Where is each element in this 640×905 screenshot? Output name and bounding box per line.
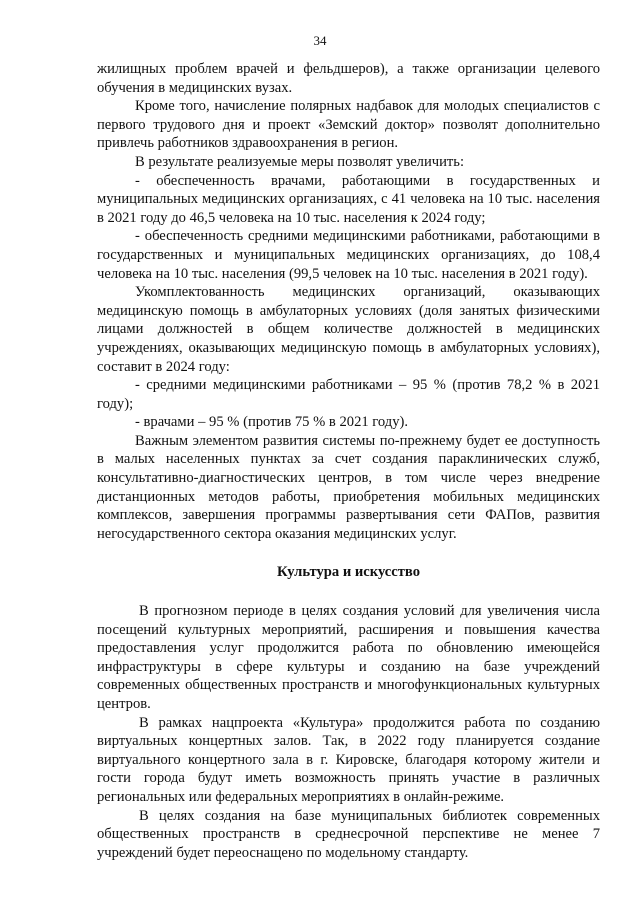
paragraph: В результате реализуемые меры позволят увеличить:	[135, 153, 465, 170]
list-item: - обеспеченность средними медицинскими работниками, работающими в государственных и муниципальных медицинских организациях, до 108,4 человека на 10 тыс. населения (99,5 человек на 10 тыс. населения в 2021 году).	[97, 228, 600, 282]
paragraph-continuation: жилищных проблем врачей и фельдшеров), а также организации целевого обучения в медицинских вузах.	[97, 61, 600, 96]
list-item: - врачами – 95 % (против 75 % в 2021 году).	[135, 414, 409, 431]
paragraph: В рамках нацпроекта «Культура» продолжится работа по созданию виртуальных концертных залов. Так, в 2022 году планируется создание виртуального концертного зала в г. Кировске, благодаря которому жители и гости города будут иметь возможность принять участие в различных региональных или федеральных мероприятиях в онлайн-режиме.	[97, 714, 600, 805]
paragraph: В прогнозном периоде в целях создания условий для увеличения числа посещений культурных мероприятий, расширения и повышения качества предоставления услуг продолжится работа по обновлению имеющейся инфраструктуры в сфере культуры и созданию на базе учреждений современных общественных пространств и многофункциональных культурных центров.	[97, 603, 600, 712]
page-number: 34	[313, 33, 327, 48]
section-heading: Культура и искусство	[276, 564, 421, 581]
list-item: - средними медицинскими работниками – 95 % (против 78,2 % в 2021 году);	[97, 377, 600, 412]
paragraph: В целях создания на базе муниципальных библиотек современных общественных пространств в среднесрочной перспективе не менее 7 учреждений будет переоснащено по модельному стандарту.	[97, 807, 600, 861]
section-culture	[97, 602, 600, 862]
paragraph: Укомплектованность медицинских организаций, оказывающих медицинскую помощь в амбулаторных условиях (доля занятых физическими лицами должностей в общем количестве должностей в медицинских учреждениях, оказывающих медицинскую помощь в амбулаторных условиях), составит в 2024 году:	[97, 284, 600, 375]
paragraph: Важным элементом развития системы по-прежнему будет ее доступность в малых населенных пунктах за счет создания параклинических служб, консультативно-диагностических центров, в том числе через внедрение дистанционных методов работы, приобретения мобильных медицинских комплексов, завершения программы развертывания сети ФАПов, развития негосударственного сектора оказания медицинских услуг.	[97, 432, 600, 542]
list-item: - обеспеченность врачами, работающими в государственных и муниципальных медицинских организациях, с 41 человека на 10 тыс. населения в 2021 году до 46,5 человека на 10 тыс. населения к 2024 году;	[97, 172, 600, 226]
document-body	[97, 60, 600, 862]
paragraph: Кроме того, начисление полярных надбавок для молодых специалистов с первого трудового дня и проект «Земский доктор» позволят дополнительно привлечь работников здравоохранения в регион.	[97, 98, 600, 152]
